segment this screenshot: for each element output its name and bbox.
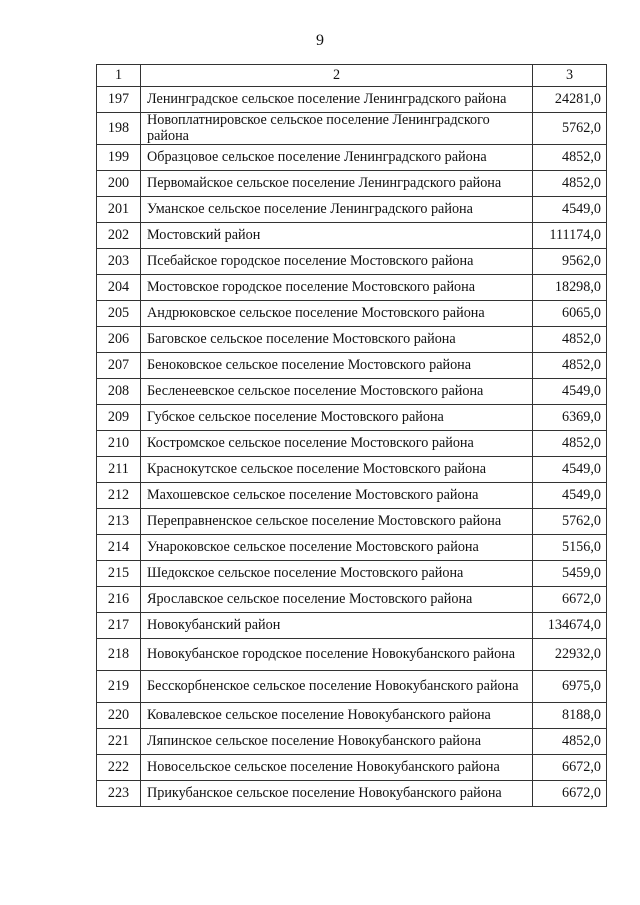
table-row bbox=[97, 483, 607, 509]
row-number: 221 bbox=[97, 729, 141, 755]
settlement-name: Новокубанский район bbox=[141, 613, 533, 639]
row-number: 223 bbox=[97, 781, 141, 807]
row-number: 210 bbox=[97, 431, 141, 457]
row-number: 212 bbox=[97, 483, 141, 509]
table-row bbox=[97, 171, 607, 197]
amount-value: 24281,0 bbox=[533, 87, 607, 113]
table-row bbox=[97, 145, 607, 171]
amount-value: 134674,0 bbox=[533, 613, 607, 639]
allocation-table bbox=[96, 64, 607, 807]
table-row bbox=[97, 457, 607, 483]
settlement-name: Баговское сельское поселение Мостовского района bbox=[141, 327, 533, 353]
row-number: 222 bbox=[97, 755, 141, 781]
table-row bbox=[97, 781, 607, 807]
amount-value: 18298,0 bbox=[533, 275, 607, 301]
settlement-name: Ленинградское сельское поселение Ленинградского района bbox=[141, 87, 533, 113]
table-row bbox=[97, 535, 607, 561]
settlement-name: Новоплатнировское сельское поселение Ленинградского района bbox=[141, 113, 533, 145]
amount-value: 4549,0 bbox=[533, 197, 607, 223]
row-number: 218 bbox=[97, 639, 141, 671]
table-row bbox=[97, 431, 607, 457]
row-number: 217 bbox=[97, 613, 141, 639]
column-header-number: 1 bbox=[97, 65, 141, 87]
settlement-name: Бесленеевское сельское поселение Мостовского района bbox=[141, 379, 533, 405]
row-number: 206 bbox=[97, 327, 141, 353]
settlement-name: Образцовое сельское поселение Ленинградского района bbox=[141, 145, 533, 171]
table-row bbox=[97, 639, 607, 671]
settlement-name: Мостовское городское поселение Мостовского района bbox=[141, 275, 533, 301]
settlement-name: Мостовский район bbox=[141, 223, 533, 249]
row-number: 199 bbox=[97, 145, 141, 171]
settlement-name: Новосельское сельское поселение Новокубанского района bbox=[141, 755, 533, 781]
table-row bbox=[97, 729, 607, 755]
table-row bbox=[97, 197, 607, 223]
table-row bbox=[97, 613, 607, 639]
row-number: 201 bbox=[97, 197, 141, 223]
settlement-name: Губское сельское поселение Мостовского района bbox=[141, 405, 533, 431]
table-row bbox=[97, 755, 607, 781]
row-number: 197 bbox=[97, 87, 141, 113]
amount-value: 5762,0 bbox=[533, 509, 607, 535]
amount-value: 4549,0 bbox=[533, 457, 607, 483]
settlement-name: Ярославское сельское поселение Мостовского района bbox=[141, 587, 533, 613]
amount-value: 4852,0 bbox=[533, 729, 607, 755]
amount-value: 5762,0 bbox=[533, 113, 607, 145]
table-row bbox=[97, 301, 607, 327]
amount-value: 9562,0 bbox=[533, 249, 607, 275]
amount-value: 5459,0 bbox=[533, 561, 607, 587]
amount-value: 4852,0 bbox=[533, 171, 607, 197]
column-header-value: 3 bbox=[533, 65, 607, 87]
settlement-name: Уманское сельское поселение Ленинградского района bbox=[141, 197, 533, 223]
row-number: 205 bbox=[97, 301, 141, 327]
settlement-name: Унароковское сельское поселение Мостовского района bbox=[141, 535, 533, 561]
amount-value: 4549,0 bbox=[533, 483, 607, 509]
amount-value: 4852,0 bbox=[533, 353, 607, 379]
settlement-name: Ляпинское сельское поселение Новокубанского района bbox=[141, 729, 533, 755]
row-number: 209 bbox=[97, 405, 141, 431]
row-number: 207 bbox=[97, 353, 141, 379]
amount-value: 5156,0 bbox=[533, 535, 607, 561]
table-row bbox=[97, 703, 607, 729]
table-row bbox=[97, 275, 607, 301]
table-row bbox=[97, 561, 607, 587]
row-number: 219 bbox=[97, 671, 141, 703]
table-row bbox=[97, 379, 607, 405]
table-row bbox=[97, 509, 607, 535]
settlement-name: Бесскорбненское сельское поселение Новокубанского района bbox=[141, 671, 533, 703]
settlement-name: Новокубанское городское поселение Новокубанского района bbox=[141, 639, 533, 671]
settlement-name: Переправненское сельское поселение Мостовского района bbox=[141, 509, 533, 535]
row-number: 204 bbox=[97, 275, 141, 301]
row-number: 208 bbox=[97, 379, 141, 405]
settlement-name: Ковалевское сельское поселение Новокубанского района bbox=[141, 703, 533, 729]
table-row bbox=[97, 327, 607, 353]
settlement-name: Псебайское городское поселение Мостовского района bbox=[141, 249, 533, 275]
row-number: 202 bbox=[97, 223, 141, 249]
column-header-name: 2 bbox=[141, 65, 533, 87]
settlement-name: Махошевское сельское поселение Мостовского района bbox=[141, 483, 533, 509]
row-number: 216 bbox=[97, 587, 141, 613]
page-number: 9 bbox=[316, 32, 324, 49]
amount-value: 6672,0 bbox=[533, 755, 607, 781]
table-row bbox=[97, 671, 607, 703]
amount-value: 6672,0 bbox=[533, 587, 607, 613]
table-row bbox=[97, 587, 607, 613]
amount-value: 4549,0 bbox=[533, 379, 607, 405]
settlement-name: Беноковское сельское поселение Мостовского района bbox=[141, 353, 533, 379]
table-row bbox=[97, 405, 607, 431]
row-number: 220 bbox=[97, 703, 141, 729]
amount-value: 111174,0 bbox=[533, 223, 607, 249]
row-number: 211 bbox=[97, 457, 141, 483]
amount-value: 4852,0 bbox=[533, 327, 607, 353]
table-row bbox=[97, 353, 607, 379]
amount-value: 6975,0 bbox=[533, 671, 607, 703]
row-number: 203 bbox=[97, 249, 141, 275]
row-number: 200 bbox=[97, 171, 141, 197]
row-number: 213 bbox=[97, 509, 141, 535]
row-number: 214 bbox=[97, 535, 141, 561]
settlement-name: Первомайское сельское поселение Ленинградского района bbox=[141, 171, 533, 197]
amount-value: 22932,0 bbox=[533, 639, 607, 671]
amount-value: 8188,0 bbox=[533, 703, 607, 729]
amount-value: 6369,0 bbox=[533, 405, 607, 431]
settlement-name: Андрюковское сельское поселение Мостовского района bbox=[141, 301, 533, 327]
row-number: 215 bbox=[97, 561, 141, 587]
amount-value: 4852,0 bbox=[533, 145, 607, 171]
table-row bbox=[97, 223, 607, 249]
settlement-name: Краснокутское сельское поселение Мостовского района bbox=[141, 457, 533, 483]
settlement-name: Костромское сельское поселение Мостовского района bbox=[141, 431, 533, 457]
row-number: 198 bbox=[97, 113, 141, 145]
amount-value: 4852,0 bbox=[533, 431, 607, 457]
table-row bbox=[97, 113, 607, 145]
amount-value: 6065,0 bbox=[533, 301, 607, 327]
table-row bbox=[97, 87, 607, 113]
settlement-name: Шедокское сельское поселение Мостовского района bbox=[141, 561, 533, 587]
table-header-row bbox=[97, 65, 607, 87]
amount-value: 6672,0 bbox=[533, 781, 607, 807]
settlement-name: Прикубанское сельское поселение Новокубанского района bbox=[141, 781, 533, 807]
table-row bbox=[97, 249, 607, 275]
